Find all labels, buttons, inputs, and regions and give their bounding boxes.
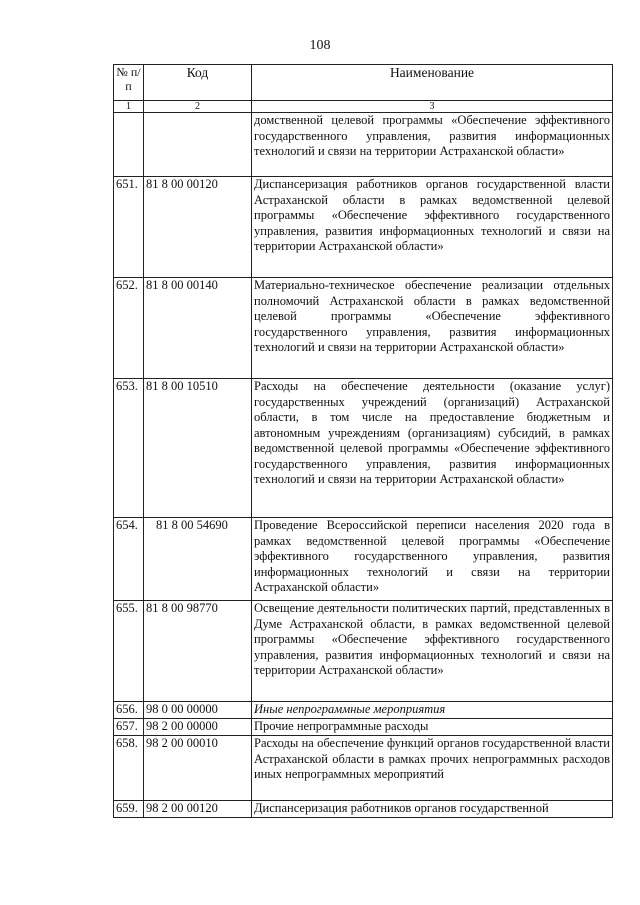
header-number: № п/п	[114, 65, 144, 101]
row-code: 81 8 00 00140	[144, 278, 252, 379]
table-row	[114, 702, 613, 719]
header-code: Код	[144, 65, 252, 101]
row-number: 654.	[114, 518, 144, 601]
table-row	[114, 601, 613, 702]
row-name: Проведение Всероссийской переписи населения 2020 года в рамках ведомственной целевой программы «Обеспечение эффективного государственного управления, развития информационных технологий и связи на территории Астраханской области»	[252, 518, 613, 601]
row-name: Материально-техническое обеспечение реализации отдельных полномочий Астраханской области в рамках ведомственной целевой программы «Обеспечение эффективного государственного управления, развития информационных технологий и связи на территории Астраханской области»	[252, 278, 613, 379]
row-code: 98 2 00 00000	[144, 719, 252, 736]
row-code: 98 2 00 00010	[144, 736, 252, 801]
row-code: 98 0 00 00000	[144, 702, 252, 719]
row-code: 98 2 00 00120	[144, 801, 252, 818]
column-index-row	[114, 101, 613, 113]
table-row	[114, 736, 613, 801]
table-row	[114, 801, 613, 818]
table-row	[114, 113, 613, 177]
row-name: домственной целевой программы «Обеспечение эффективного государственного управления, развития информационных технологий и связи на территории Астраханской области»	[252, 113, 613, 177]
table-row	[114, 719, 613, 736]
row-number: 656.	[114, 702, 144, 719]
table-row	[114, 177, 613, 278]
row-number: 653.	[114, 379, 144, 518]
row-number: 651.	[114, 177, 144, 278]
row-code: 81 8 00 00120	[144, 177, 252, 278]
row-number	[114, 113, 144, 177]
row-name: Освещение деятельности политических партий, представленных в Думе Астраханской области, в рамках ведомственной целевой программы «Обеспечение эффективного государственного управления, развития информационных технологий и связи на территории Астраханской области»	[252, 601, 613, 702]
budget-code-table	[113, 64, 613, 818]
row-name: Диспансеризация работников органов государственной	[252, 801, 613, 818]
row-code: 81 8 00 10510	[144, 379, 252, 518]
row-name: Диспансеризация работников органов государственной власти Астраханской области в рамках ведомственной целевой программы «Обеспечение эффективного государственного управления, развития информационных технологий и связи на территории Астраханской области»	[252, 177, 613, 278]
row-name: Расходы на обеспечение деятельности (оказание услуг) государственных учреждений (организаций) Астраханской области, в том числе на предоставление бюджетным и автономным учреждениям (организациям) субсидий, в рамках ведомственной целевой программы «Обеспечение эффективного государственного управления, развития информационных технологий и связи на территории Астраханской области»	[252, 379, 613, 518]
row-number: 655.	[114, 601, 144, 702]
page-number: 108	[309, 38, 331, 53]
column-index: 1	[114, 101, 144, 113]
table-row	[114, 278, 613, 379]
column-index: 3	[252, 101, 613, 113]
header-name: Наименование	[252, 65, 613, 101]
table-header-row	[114, 65, 613, 101]
row-code: 81 8 00 98770	[144, 601, 252, 702]
row-number: 657.	[114, 719, 144, 736]
row-name: Расходы на обеспечение функций органов государственной власти Астраханской области в рамках прочих непрограммных расходов иных непрограммных мероприятий	[252, 736, 613, 801]
row-number: 658.	[114, 736, 144, 801]
row-code: 81 8 00 54690	[144, 518, 252, 601]
table-row	[114, 379, 613, 518]
row-code	[144, 113, 252, 177]
table-row	[114, 518, 613, 601]
row-name: Прочие непрограммные расходы	[252, 719, 613, 736]
column-index: 2	[144, 101, 252, 113]
row-number: 659.	[114, 801, 144, 818]
row-number: 652.	[114, 278, 144, 379]
row-name: Иные непрограммные мероприятия	[252, 702, 613, 719]
